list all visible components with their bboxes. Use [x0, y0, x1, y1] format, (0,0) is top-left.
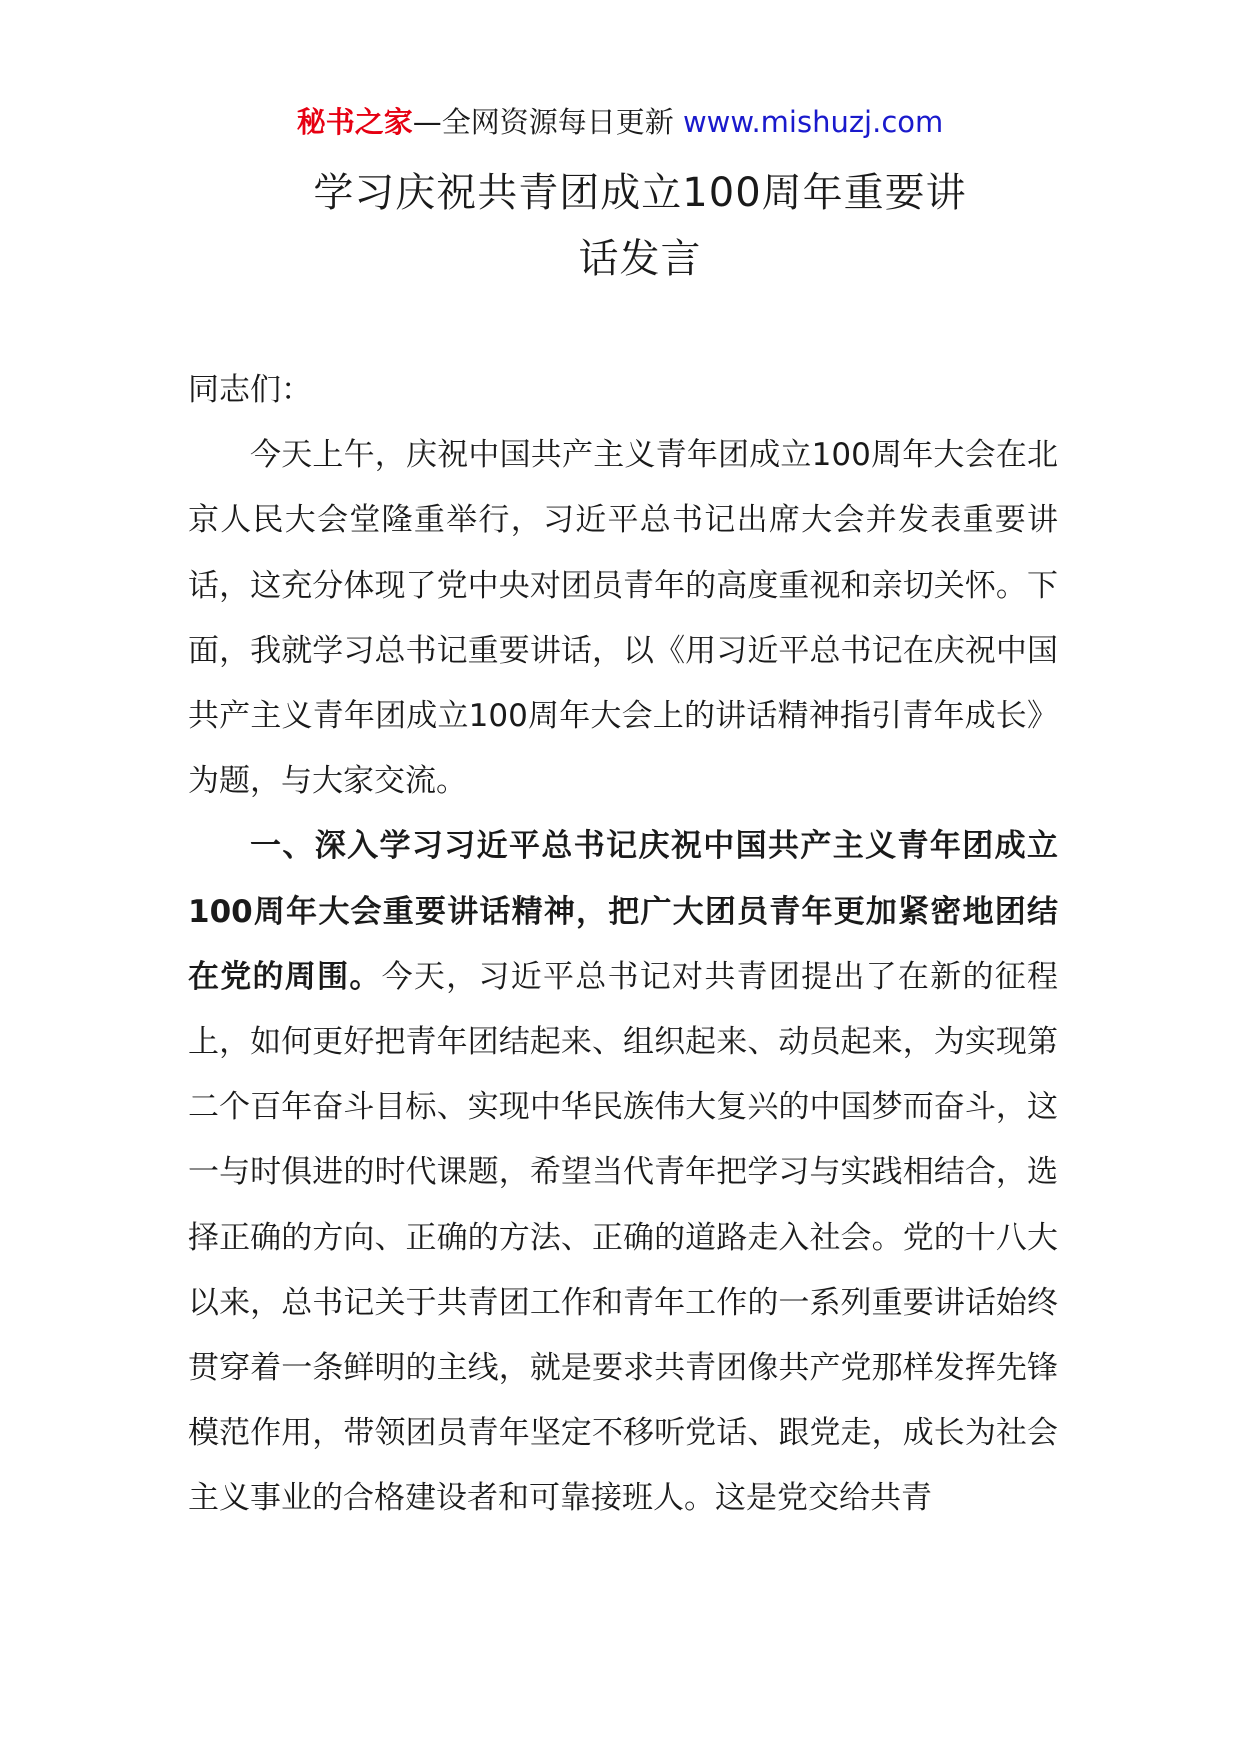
- paragraph-2: [188, 814, 1058, 1531]
- paragraph-1: 今天上午，庆祝中国共产主义青年团成立100周年大会在北京人民大会堂隆重举行，习近平总书记出席大会并发表重要讲话，这充分体现了党中央对团员青年的高度重视和亲切关怀。下面，我就学习总书记重要讲话，以《用习近平总书记在庆祝中国共产主义青年团成立100周年大会上的讲话精神指引青年成长》为题，与大家交流。: [188, 437, 1058, 800]
- title-line-2: 话发言: [578, 236, 702, 282]
- brand-name: 秘书之家: [296, 105, 413, 139]
- greeting: 同志们：: [188, 372, 312, 408]
- paragraph-2-body: 今天，习近平总书记对共青团提出了在新的征程上，如何更好把青年团结起来、组织起来、动员起来，为实现第二个百年奋斗目标、实现中华民族伟大复兴的中国梦而奋斗，这一与时俱进的时代课题，希望当代青年把学习与实践相结合，选择正确的方向、正确的方法、正确的道路走入社会。党的十八大以来，总书记关于共青团工作和青年工作的一系列重要讲话始终贯穿着一条鲜明的主线，就是要求共青团像共产党那样发挥先锋模范作用，带领团员青年坚定不移听党话、跟党走，成长为社会主义事业的合格建设者和可靠接班人。这是党交给共青: [188, 958, 1059, 1517]
- document-title: [240, 160, 1040, 292]
- header-slogan: —全网资源每日更新: [412, 105, 674, 139]
- site-url-link[interactable]: www.mishuzj.com: [682, 105, 944, 139]
- site-header: [0, 100, 1240, 144]
- document-body: [188, 358, 1058, 1532]
- title-line-1: 学习庆祝共青团成立100周年重要讲: [313, 170, 967, 216]
- section-heading: 一、深入学习习近平总书记庆祝中国共产主义青年团成立100周年大会重要讲话精神，把广大团员青年更加紧密地团结在党的周围。: [188, 828, 1058, 995]
